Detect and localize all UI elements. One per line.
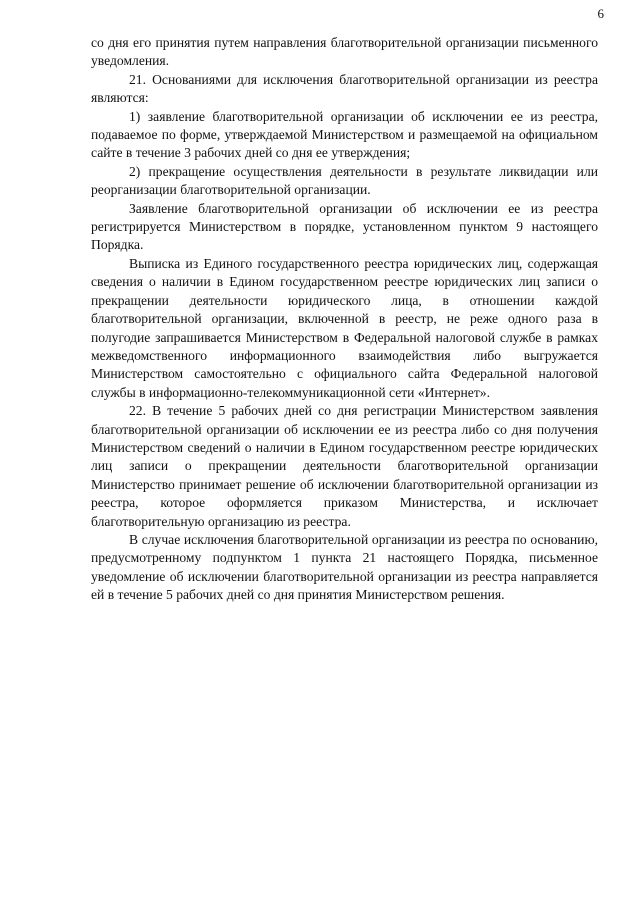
paragraph-notification: В случае исключения благотворительной организации из реестра по основанию, предусмотренному подпунктом 1 пункта 21 настоящего Порядка, письменное уведомление об исключении благотворительной организации из реестра направляется ей в течение 5 рабочих дней со дня принятия Министерством решения. <box>91 531 598 603</box>
paragraph-registration: Заявление благотворительной организации об исключении ее из реестра регистрируется Министерством в порядке, установленном пунктом 9 настоящего Порядка. <box>91 200 598 253</box>
paragraph-clause-22: 22. В течение 5 рабочих дней со дня регистрации Министерством заявления благотворительной организации об исключении ее из реестра либо со дня получения Министерством сведений о наличии в Едином государственном реестре юридических лиц записи о прекращении деятельности благотворительной организации Министерство принимает решение об исключении благотворительной организации из реестра, которое оформляется приказом Министерства, и исключает благотворительную организацию из реестра. <box>91 403 598 529</box>
paragraph-continuation: со дня его принятия путем направления благотворительной организации письменного уведомления. <box>91 35 598 69</box>
paragraph-clause-21: 21. Основаниями для исключения благотворительной организации из реестра являются: <box>91 71 598 106</box>
paragraph-item-1: 1) заявление благотворительной организации об исключении ее из реестра, подаваемое по форме, утверждаемой Министерством и размещаемой на официальном сайте в течение 3 рабочих дней со дня ее утверждения; <box>91 108 598 161</box>
paragraph-item-2: 2) прекращение осуществления деятельности в результате ликвидации или реорганизации благотворительной организации. <box>91 163 598 198</box>
paragraph-extract: Выписка из Единого государственного реестра юридических лиц, содержащая сведения о наличии в Едином государственном реестре юридических лиц записи о прекращении деятельности юридического лица, в отношении каждой благотворительной организации, включенной в реестр, не реже одного раза в полугодие запрашивается Министерством в Федеральной налоговой службе в рамках межведомственного информационного взаимодействия либо выгружается Министерством самостоятельно с официального сайта Федеральной налоговой службы в информационно-телекоммуникационной сети «Интернет». <box>91 255 598 400</box>
document-body <box>91 34 598 605</box>
page-number: 6 <box>597 6 604 21</box>
